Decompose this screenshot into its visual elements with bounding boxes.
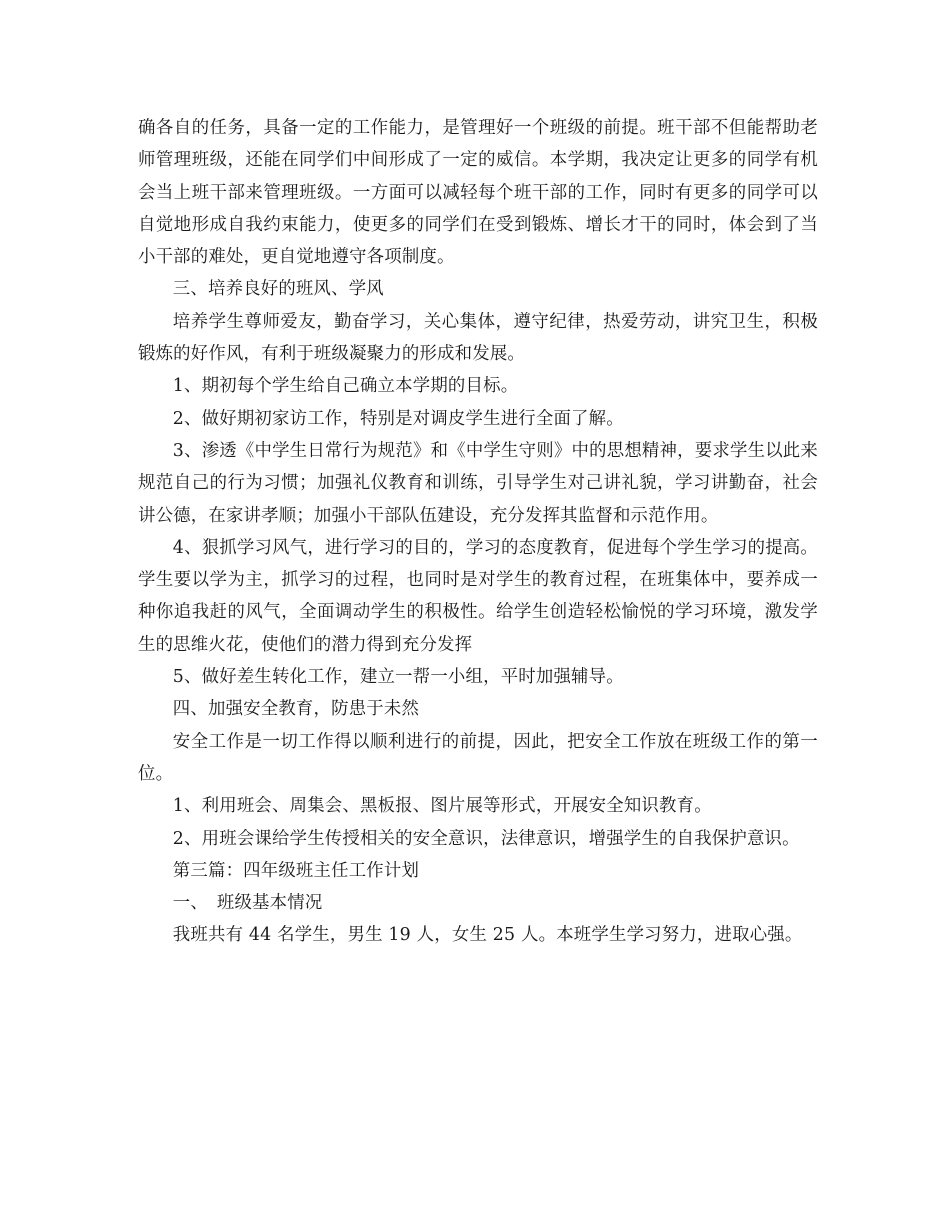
paragraph-continuation: 确各自的任务，具备一定的工作能力，是管理好一个班级的前提。班干部不但能帮助老师管理班级，还能在同学们中间形成了一定的威信。本学期，我决定让更多的同学有机会当上班干部来管理班级。一方面可以减轻每个班干部的工作，同时有更多的同学可以自觉地形成自我约束能力，使更多的同学们在受到锻炼、增长才干的同时，体会到了当小干部的难处，更自觉地遵守各项制度。 xyxy=(138,118,818,268)
paragraph-safety-intro: 安全工作是一切工作得以顺利进行的前提，因此，把安全工作放在班级工作的第一位。 xyxy=(138,731,818,784)
paragraph-style-intro: 培养学生尊师爱友，勤奋学习，关心集体，遵守纪律，热爱劳动，讲究卫生，积极锻炼的好作风，有利于班级凝聚力的形成和发展。 xyxy=(138,311,818,365)
heading-safety: 四、加强安全教育，防患于未然 xyxy=(172,699,420,720)
list-item-study-atmosphere: 4、狠抓学习风气，进行学习的目的，学习的态度教育，促进每个学生学习的提高。学生要以学为主，抓学习的过程，也同时是对学生的教育过程，在班集体中，要养成一种你追我赶的风气，全面调动学生的积极性。给学生创造轻松愉悦的学习环境，激发学生的思维火花，使他们的潜力得到充分发挥 xyxy=(138,537,818,655)
heading-class-basics: 一、 班级基本情况 xyxy=(172,893,323,914)
list-item-home-visit: 2、做好期初家访工作，特别是对调皮学生进行全面了解。 xyxy=(172,408,624,429)
heading-class-style: 三、培养良好的班风、学风 xyxy=(172,279,384,300)
document-body xyxy=(138,112,818,952)
heading-part-three: 第三篇：四年级班主任工作计划 xyxy=(172,860,420,881)
list-item-safety-awareness: 2、用班会课给学生传授相关的安全意识，法律意识，增强学生的自我保护意识。 xyxy=(172,828,800,849)
paragraph-class-basics: 我班共有 44 名学生，男生 19 人，女生 25 人。本班学生学习努力，进取心强。 xyxy=(172,925,803,946)
list-item-goals: 1、期初每个学生给自己确立本学期的目标。 xyxy=(172,376,519,397)
list-item-tutoring: 5、做好差生转化工作，建立一帮一小组，平时加强辅导。 xyxy=(172,667,624,688)
list-item-norms: 3、渗透《中学生日常行为规范》和《中学生守则》中的思想精神，要求学生以此来规范自己的行为习惯；加强礼仪教育和训练，引导学生对己讲礼貌，学习讲勤奋，社会讲公德，在家讲孝顺；加强小干部队伍建设，充分发挥其监督和示范作用。 xyxy=(138,440,818,526)
list-item-safety-forms: 1、利用班会、周集会、黑板报、图片展等形式，开展安全知识教育。 xyxy=(172,796,712,817)
